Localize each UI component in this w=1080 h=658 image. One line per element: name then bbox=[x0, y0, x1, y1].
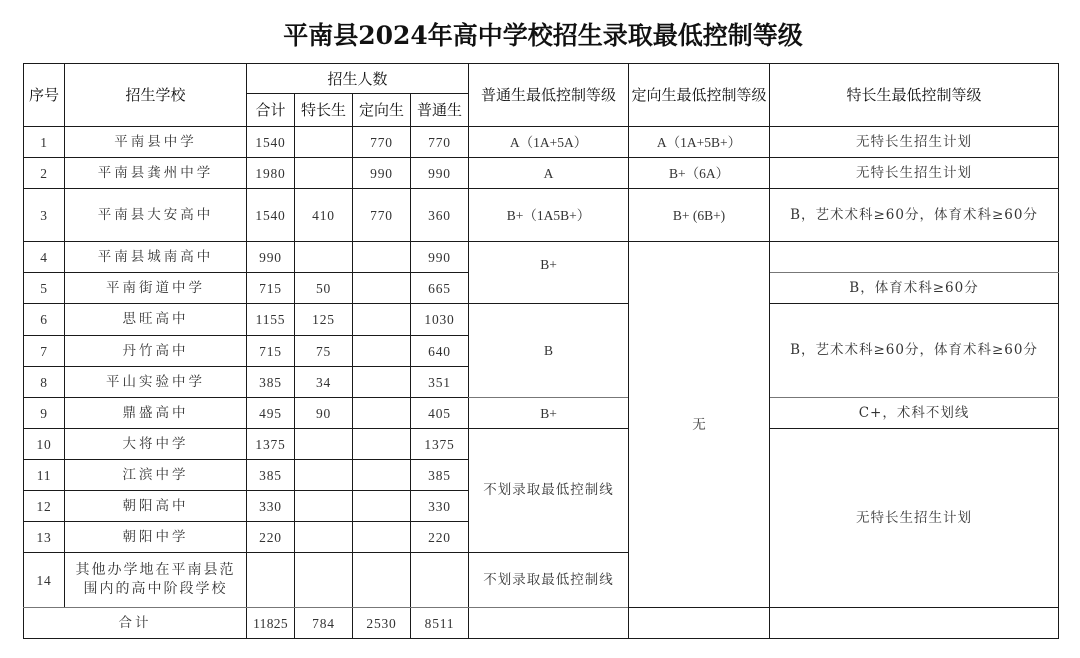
cell-seq: 3 bbox=[24, 189, 65, 242]
cell-directed-grade: B+ (6B+) bbox=[629, 189, 770, 242]
cell-directed: 770 bbox=[353, 127, 411, 158]
table-row bbox=[24, 429, 1059, 460]
cell-school: 江滨中学 bbox=[65, 460, 247, 491]
cell-seq: 1 bbox=[24, 127, 65, 158]
header-total: 合计 bbox=[247, 94, 295, 127]
cell-total: 1980 bbox=[247, 158, 295, 189]
header-enrollment-group: 招生人数 bbox=[247, 64, 469, 94]
cell-regular: 770 bbox=[411, 127, 469, 158]
cell-regular: 640 bbox=[411, 336, 469, 367]
header-regular: 普通生 bbox=[411, 94, 469, 127]
cell-regular: 405 bbox=[411, 398, 469, 429]
cell-directed bbox=[353, 367, 411, 398]
cell-specialty bbox=[295, 242, 353, 273]
header-seq: 序号 bbox=[24, 64, 65, 127]
totals-row bbox=[24, 608, 1059, 639]
cell-regular: 351 bbox=[411, 367, 469, 398]
cell-school: 大将中学 bbox=[65, 429, 247, 460]
cell-regular-grade-merged: B+ bbox=[469, 242, 629, 304]
cell-school: 其他办学地在平南县范围内的高中阶段学校 bbox=[65, 553, 247, 608]
cell-directed bbox=[353, 460, 411, 491]
cell-total: 1375 bbox=[247, 429, 295, 460]
cell-total: 1540 bbox=[247, 127, 295, 158]
cell-regular-grade: B+ bbox=[469, 398, 629, 429]
cell-seq: 10 bbox=[24, 429, 65, 460]
totals-total: 11825 bbox=[247, 608, 295, 639]
cell-school: 平山实验中学 bbox=[65, 367, 247, 398]
totals-specialty: 784 bbox=[295, 608, 353, 639]
cell-total: 990 bbox=[247, 242, 295, 273]
cell-seq: 2 bbox=[24, 158, 65, 189]
cell-regular: 220 bbox=[411, 522, 469, 553]
cell-specialty-grade: 无特长生招生计划 bbox=[770, 158, 1059, 189]
totals-directed: 2530 bbox=[353, 608, 411, 639]
cell-school: 丹竹高中 bbox=[65, 336, 247, 367]
cell-school: 平南县城南高中 bbox=[65, 242, 247, 273]
table-row bbox=[24, 304, 1059, 336]
cell-specialty bbox=[295, 127, 353, 158]
cell-specialty: 90 bbox=[295, 398, 353, 429]
cell-school: 平南县中学 bbox=[65, 127, 247, 158]
cell-directed bbox=[353, 553, 411, 608]
cell-seq: 8 bbox=[24, 367, 65, 398]
cell-regular: 1375 bbox=[411, 429, 469, 460]
totals-regular: 8511 bbox=[411, 608, 469, 639]
cell-school: 朝阳高中 bbox=[65, 491, 247, 522]
cell-directed bbox=[353, 398, 411, 429]
cell-regular: 360 bbox=[411, 189, 469, 242]
admission-grade-table bbox=[23, 63, 1059, 639]
cell-specialty: 75 bbox=[295, 336, 353, 367]
cell-directed bbox=[353, 522, 411, 553]
header-row-top bbox=[24, 64, 1059, 94]
cell-regular: 665 bbox=[411, 273, 469, 304]
cell-specialty: 410 bbox=[295, 189, 353, 242]
cell-seq: 9 bbox=[24, 398, 65, 429]
cell-regular: 330 bbox=[411, 491, 469, 522]
cell-school: 朝阳中学 bbox=[65, 522, 247, 553]
cell-total: 715 bbox=[247, 273, 295, 304]
document-title: 平南县2024年高中学校招生录取最低控制等级 bbox=[283, 21, 803, 50]
header-regular-min-grade: 普通生最低控制等级 bbox=[469, 64, 629, 127]
cell-specialty-grade bbox=[770, 242, 1059, 273]
cell-directed bbox=[353, 242, 411, 273]
header-specialty: 特长生 bbox=[295, 94, 353, 127]
cell-seq: 13 bbox=[24, 522, 65, 553]
cell-specialty bbox=[295, 491, 353, 522]
cell-total: 1540 bbox=[247, 189, 295, 242]
table-row bbox=[24, 242, 1059, 273]
cell-regular-grade: A（1A+5A） bbox=[469, 127, 629, 158]
totals-directed-grade bbox=[629, 608, 770, 639]
cell-specialty-grade-merged: B，艺术术科≥60分，体育术科≥60分 bbox=[770, 304, 1059, 398]
cell-total: 715 bbox=[247, 336, 295, 367]
cell-directed bbox=[353, 336, 411, 367]
cell-specialty bbox=[295, 460, 353, 491]
totals-label: 合计 bbox=[24, 608, 247, 639]
cell-specialty bbox=[295, 522, 353, 553]
cell-seq: 6 bbox=[24, 304, 65, 336]
cell-seq: 12 bbox=[24, 491, 65, 522]
table-row bbox=[24, 398, 1059, 429]
header-school: 招生学校 bbox=[65, 64, 247, 127]
cell-directed: 770 bbox=[353, 189, 411, 242]
cell-total: 220 bbox=[247, 522, 295, 553]
cell-total: 385 bbox=[247, 460, 295, 491]
cell-school: 平南县龚州中学 bbox=[65, 158, 247, 189]
cell-specialty-grade: 无特长生招生计划 bbox=[770, 127, 1059, 158]
cell-specialty: 34 bbox=[295, 367, 353, 398]
cell-regular bbox=[411, 553, 469, 608]
cell-school: 平南街道中学 bbox=[65, 273, 247, 304]
cell-specialty bbox=[295, 553, 353, 608]
cell-regular-grade-merged: B bbox=[469, 304, 629, 398]
cell-total: 1155 bbox=[247, 304, 295, 336]
cell-total: 495 bbox=[247, 398, 295, 429]
header-directed: 定向生 bbox=[353, 94, 411, 127]
header-specialty-min-grade: 特长生最低控制等级 bbox=[770, 64, 1059, 127]
cell-specialty bbox=[295, 158, 353, 189]
cell-specialty-grade: B，艺术术科≥60分，体育术科≥60分 bbox=[770, 189, 1059, 242]
cell-directed-grade: B+（6A） bbox=[629, 158, 770, 189]
cell-directed-grade: A（1A+5B+） bbox=[629, 127, 770, 158]
cell-total: 330 bbox=[247, 491, 295, 522]
cell-seq: 11 bbox=[24, 460, 65, 491]
cell-regular-grade-merged: 不划录取最低控制线 bbox=[469, 429, 629, 553]
cell-seq: 7 bbox=[24, 336, 65, 367]
cell-regular-grade: 不划录取最低控制线 bbox=[469, 553, 629, 608]
cell-seq: 14 bbox=[24, 553, 65, 608]
cell-directed bbox=[353, 273, 411, 304]
header-directed-min-grade-text: 定向生最低控制等级 bbox=[631, 86, 767, 104]
cell-directed bbox=[353, 491, 411, 522]
cell-directed-grade-merged: 无 bbox=[629, 242, 770, 608]
cell-specialty-grade: B，体育术科≥60分 bbox=[770, 273, 1059, 304]
table-row bbox=[24, 189, 1059, 242]
cell-specialty: 125 bbox=[295, 304, 353, 336]
cell-regular: 990 bbox=[411, 242, 469, 273]
totals-regular-grade bbox=[469, 608, 629, 639]
cell-regular: 1030 bbox=[411, 304, 469, 336]
header-directed-min-grade bbox=[629, 64, 770, 127]
totals-specialty-grade bbox=[770, 608, 1059, 639]
cell-specialty: 50 bbox=[295, 273, 353, 304]
cell-school: 鼎盛高中 bbox=[65, 398, 247, 429]
cell-specialty bbox=[295, 429, 353, 460]
cell-regular: 385 bbox=[411, 460, 469, 491]
cell-regular-grade: A bbox=[469, 158, 629, 189]
cell-seq: 4 bbox=[24, 242, 65, 273]
cell-specialty-grade: C+，术科不划线 bbox=[770, 398, 1059, 429]
cell-regular-grade: B+（1A5B+） bbox=[469, 189, 629, 242]
table-row bbox=[24, 158, 1059, 189]
cell-seq: 5 bbox=[24, 273, 65, 304]
cell-specialty-grade-merged: 无特长生招生计划 bbox=[770, 429, 1059, 608]
cell-total bbox=[247, 553, 295, 608]
table-row bbox=[24, 127, 1059, 158]
cell-school: 平南县大安高中 bbox=[65, 189, 247, 242]
cell-school: 思旺高中 bbox=[65, 304, 247, 336]
cell-directed bbox=[353, 429, 411, 460]
cell-directed: 990 bbox=[353, 158, 411, 189]
cell-directed bbox=[353, 304, 411, 336]
cell-regular: 990 bbox=[411, 158, 469, 189]
cell-total: 385 bbox=[247, 367, 295, 398]
